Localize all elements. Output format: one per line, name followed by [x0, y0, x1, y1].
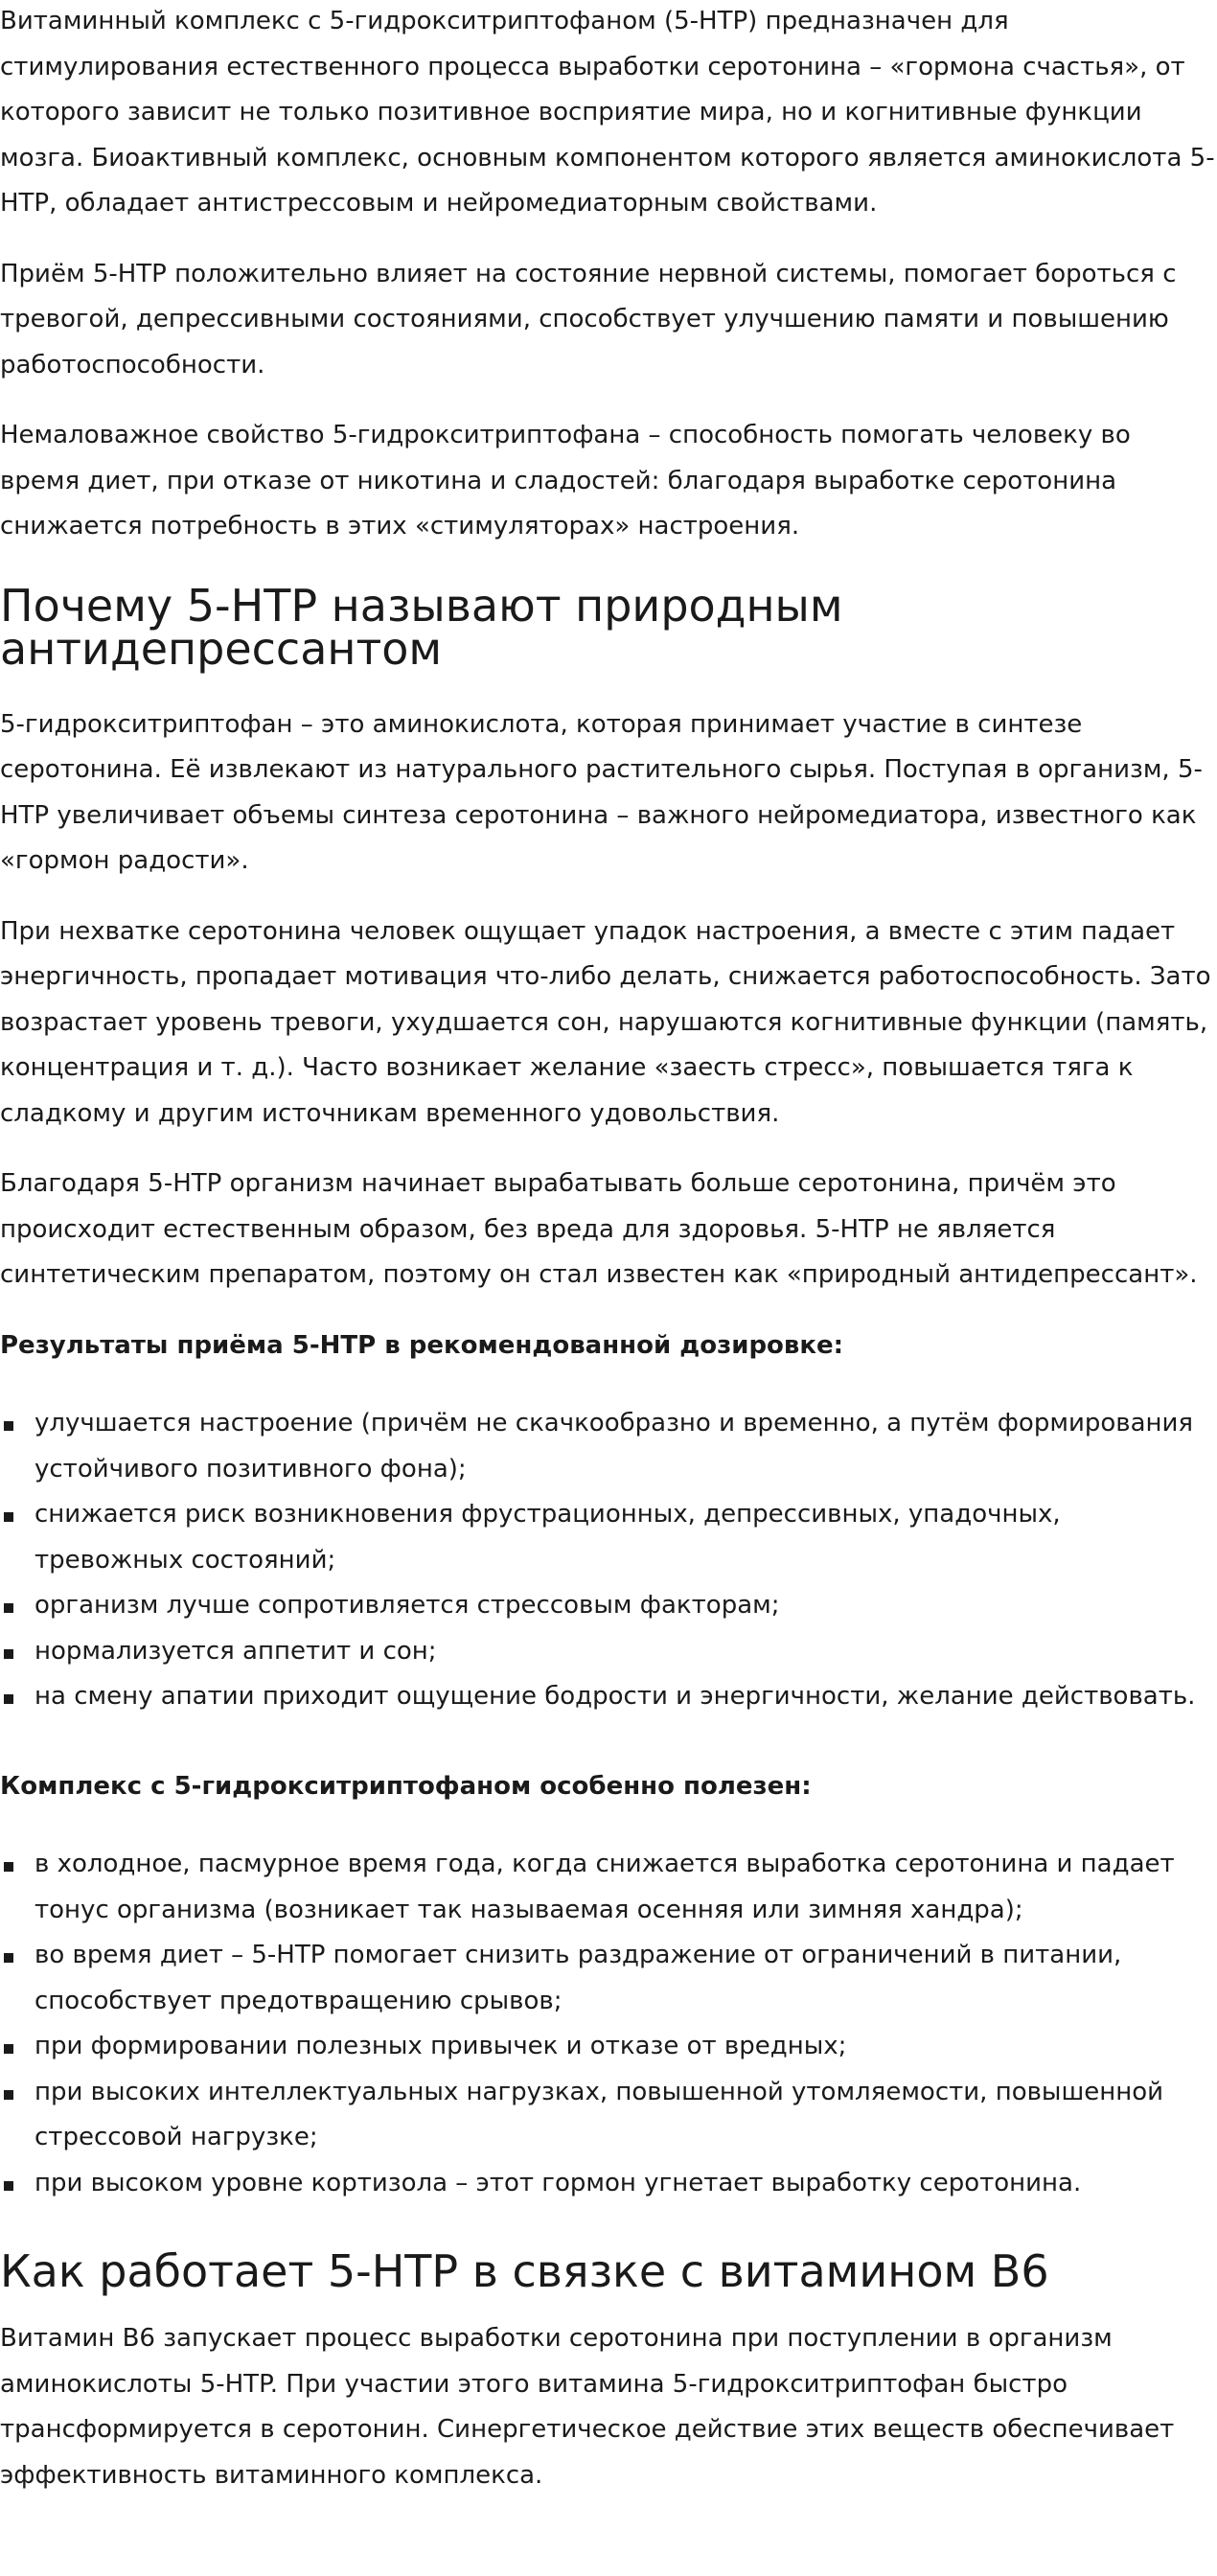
useful-list — [0, 1842, 1217, 2206]
list-item: организм лучше сопротивляется стрессовым факторам; — [0, 1583, 1217, 1629]
list-item: на смену апатии приходит ощущение бодрости и энергичности, желание действовать. — [0, 1674, 1217, 1720]
section1-paragraph-2: При нехватке серотонина человек ощущает упадок настроения, а вместе с этим падает энергичность, пропадает мотивация что-либо делать, снижается работоспособность. Зато возрастает уровень тревоги, ухудшается сон, нарушаются когнитивные функции (память, концентрация и т. д.). Часто возникает желание «заесть стресс», повышается тяга к сладкому и другим источникам временного удовольствия. — [0, 916, 1211, 1128]
section-heading-b6: Как работает 5-HTP в связке с витамином B6 — [0, 2245, 1049, 2297]
useful-title: Комплекс с 5-гидрокситриптофаном особенно полезен: — [0, 1771, 812, 1801]
section2-paragraph-1: Витамин B6 запускает процесс выработки серотонина при поступлении в организм аминокислоты 5-HTP. При участии этого витамина 5-гидрокситриптофан быстро трансформируется в серотонин. Синергетическое действие этих веществ обеспечивает эффективность витаминного комплекса. — [0, 2324, 1175, 2490]
list-item: при высоких интеллектуальных нагрузках, повышенной утомляемости, повышенной стрессовой нагрузке; — [0, 2070, 1217, 2161]
list-item: в холодное, пасмурное время года, когда снижается выработка серотонина и падает тонус организма (возникает так называемая осенняя или зимняя хандра); — [0, 1842, 1217, 1933]
list-item: во время диет – 5-HTP помогает снизить раздражение от ограничений в питании, способствует предотвращению срывов; — [0, 1933, 1217, 2024]
section1-paragraph-3: Благодаря 5-HTP организм начинает вырабатывать больше серотонина, причём это происходит естественным образом, без вреда для здоровья. 5-HTP не является синтетическим препаратом, поэтому он стал известен как «природный антидепрессант». — [0, 1169, 1198, 1289]
intro-paragraph-3: Немаловажное свойство 5-гидрокситриптофана – способность помогать человеку во время диет, при отказе от никотина и сладостей: благодаря выработке серотонина снижается потребность в этих «стимуляторах» настроения. — [0, 421, 1131, 540]
list-item: при высоком уровне кортизола – этот гормон угнетает выработку серотонина. — [0, 2161, 1217, 2207]
results-title: Результаты приёма 5-HTP в рекомендованной дозировке: — [0, 1330, 844, 1360]
intro-paragraph-1: Витаминный комплекс с 5-гидрокситриптофаном (5-HTP) предназначен для стимулирования естественного процесса выработки серотонина – «гормона счастья», от которого зависит не только позитивное восприятие мира, но и когнитивные функции мозга. Биоактивный комплекс, основным компонентом которого является аминокислота 5-HTP, обладает антистрессовым и нейромедиаторным свойствами. — [0, 7, 1215, 218]
list-item: улучшается настроение (причём не скачкообразно и временно, а путём формирования устойчивого позитивного фона); — [0, 1401, 1217, 1492]
results-list — [0, 1401, 1217, 1720]
intro-paragraph-2: Приём 5-HTP положительно влияет на состояние нервной системы, помогает бороться с тревогой, депрессивными состояниями, способствует улучшению памяти и повышению работоспособности. — [0, 259, 1177, 380]
list-item: нормализуется аппетит и сон; — [0, 1629, 1217, 1675]
section1-paragraph-1: 5-гидрокситриптофан – это аминокислота, которая принимает участие в синтезе серотонина. Её извлекают из натурального растительного сырья. Поступая в организм, 5-HTP увеличивает объемы синтеза серотонина – важного нейромедиатора, известного как «гормон радости». — [0, 709, 1203, 875]
list-item: снижается риск возникновения фрустрационных, депрессивных, упадочных, тревожных состояний; — [0, 1492, 1217, 1583]
list-item: при формировании полезных привычек и отказе от вредных; — [0, 2024, 1217, 2070]
section-heading-natural-antidepressant: Почему 5-HTP называют природным антидепрессантом — [0, 579, 843, 675]
